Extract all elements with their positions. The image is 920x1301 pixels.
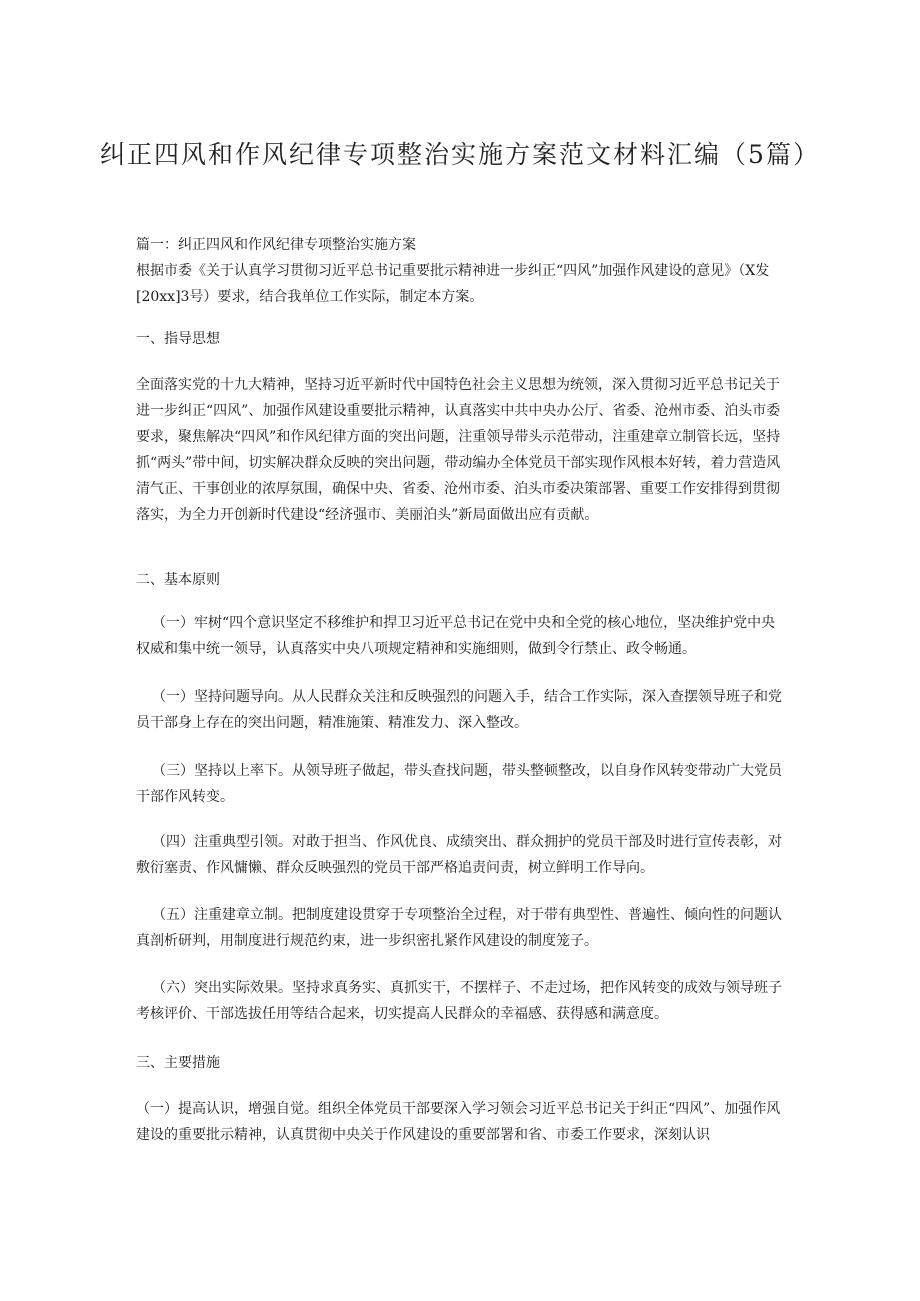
section-1-body: 全面落实党的十九大精神，坚持习近平新时代中国特色社会主义思想为统领，深入贯彻习近平总书记关于进一步纠正“四风”、加强作风建设重要批示精神，认真落实中共中央办公厅、省委、沧州市委、泊头市委要求，聚焦解决“四风”和作风纪律方面的突出问题，注重领导带头示范带动，注重建章立制管长远，坚持抓“两头”带中间，切实解决群众反映的突出问题，带动编办全体党员干部实现作风根本好转，着力营造风清气正、干事创业的浓厚氛围，确保中央、省委、沧州市委、泊头市委决策部署、重要工作安排得到贯彻落实，为全力开创新时代建设“经济强市、美丽泊头”新局面做出应有贡献。 (136, 377, 781, 523)
principle-item: （一）牢树“四个意识坚定不移维护和捍卫习近平总书记在党中央和全党的核心地位，坚决维护党中央权威和集中统一领导，认真落实中央八项规定精神和实施细则，做到令行禁止、政令畅通。 (136, 615, 776, 657)
chapter-heading: 篇一：纠正四风和作风纪律专项整治实施方案 (136, 237, 416, 253)
principle-item: （三）坚持以上率下。从领导班子做起，带头查找问题，带头整顿整改，以自身作风转变带动广大党员干部作风转变。 (136, 763, 782, 805)
intro-paragraph: 根据市委《关于认真学习贯彻习近平总书记重要批示精神进一步纠正“四风”加强作风建设的意见》（X发[20xx]3号）要求，结合我单位工作实际，制定本方案。 (136, 263, 770, 305)
principle-item: （四）注重典型引领。对敢于担当、作风优良、成绩突出、群众拥护的党员干部及时进行宣传表彰，对敷衍塞责、作风慵懒、群众反映强烈的党员干部严格追责问责，树立鲜明工作导向。 (136, 834, 782, 876)
principle-item: （五）注重建章立制。把制度建设贯穿于专项整治全过程，对于带有典型性、普遍性、倾向性的问题认真剖析研判，用制度进行规范约束，进一步织密扎紧作风建设的制度笼子。 (136, 907, 782, 949)
section-heading-1: 一、指导思想 (136, 331, 220, 347)
section-heading-3: 三、主要措施 (136, 1055, 220, 1071)
section-heading-2: 二、基本原则 (136, 572, 220, 588)
document-title: 纠正四风和作风纪律专项整治实施方案范文材料汇编（5篇） (100, 140, 820, 169)
principle-item: （一）坚持问题导向。从人民群众关注和反映强烈的问题入手，结合工作实际，深入查摆领导班子和党员干部身上存在的突出问题，精准施策、精准发力、深入整改。 (136, 689, 782, 731)
measure-item: （一）提高认识，增强自觉。组织全体党员干部要深入学习领会习近平总书记关于纠正“四风”、加强作风建设的重要批示精神，认真贯彻中央关于作风建设的重要部署和省、市委工作要求，深刻认识 (136, 1101, 781, 1143)
principle-item: （六）突出实际效果。坚持求真务实、真抓实干，不摆样子、不走过场，把作风转变的成效与领导班子考核评价、干部选拔任用等结合起来，切实提高人民群众的幸福感、获得感和满意度。 (136, 980, 782, 1022)
